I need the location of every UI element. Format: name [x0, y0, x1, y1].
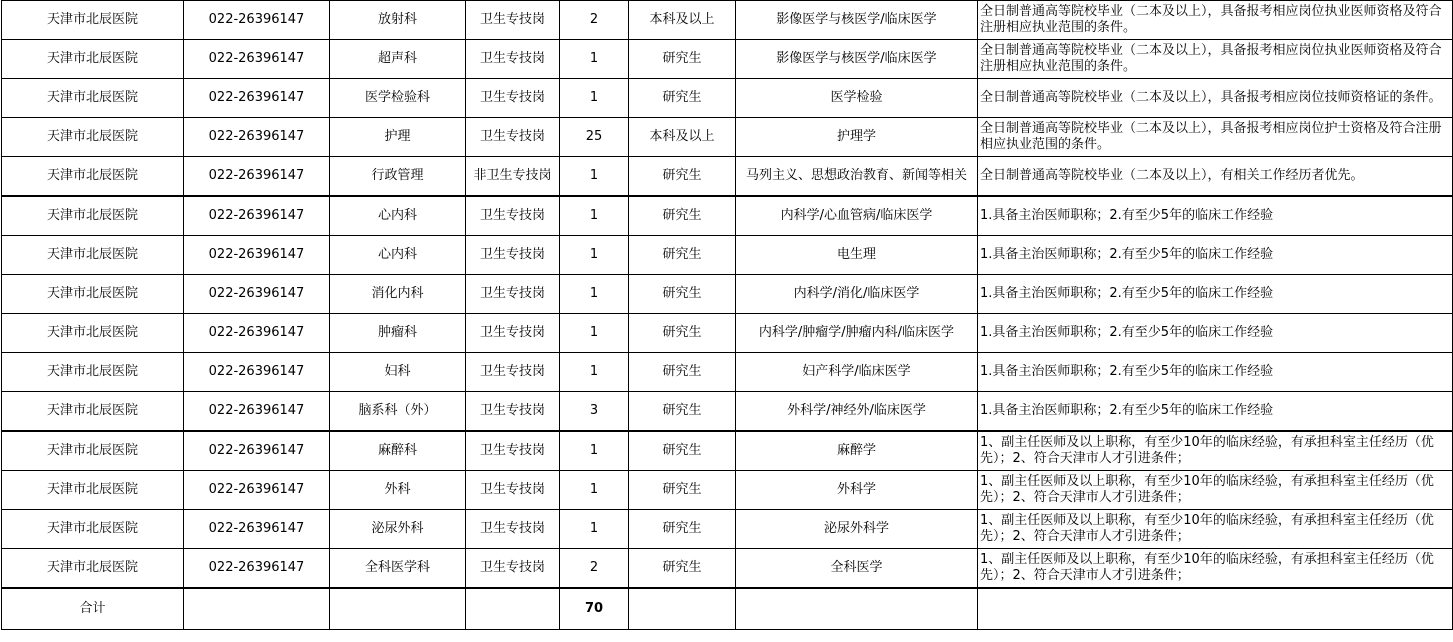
education-cell: 研究生	[629, 353, 736, 392]
education-cell: 研究生	[629, 314, 736, 353]
requirement-cell: 1、副主任医师及以上职称，有至少10年的临床经验，有承担科室主任经历（优先）；2、符合天津市人才引进条件；	[978, 431, 1453, 471]
post-type-cell: 卫生专技岗	[466, 392, 560, 432]
education-cell: 研究生	[629, 471, 736, 510]
empty-cell	[978, 588, 1453, 630]
table-row	[2, 196, 1453, 236]
education-cell: 研究生	[629, 431, 736, 471]
dept-cell: 外科	[330, 471, 466, 510]
post-type-cell: 卫生专技岗	[466, 118, 560, 157]
dept-cell: 心内科	[330, 236, 466, 275]
education-cell: 研究生	[629, 392, 736, 432]
post-type-cell: 卫生专技岗	[466, 275, 560, 314]
dept-cell: 脑系科（外）	[330, 392, 466, 432]
total-count: 70	[560, 588, 629, 630]
count-cell: 1	[560, 196, 629, 236]
table-row	[2, 392, 1453, 432]
count-cell: 1	[560, 40, 629, 79]
major-cell: 妇产科学/临床医学	[736, 353, 978, 392]
post-type-cell: 卫生专技岗	[466, 549, 560, 589]
education-cell: 本科及以上	[629, 1, 736, 40]
dept-cell: 超声科	[330, 40, 466, 79]
dept-cell: 麻醉科	[330, 431, 466, 471]
dept-cell: 护理	[330, 118, 466, 157]
education-cell: 研究生	[629, 510, 736, 549]
count-cell: 3	[560, 392, 629, 432]
unit-cell: 天津市北辰医院	[2, 353, 184, 392]
phone-cell: 022-26396147	[184, 118, 330, 157]
requirement-cell: 1、副主任医师及以上职称，有至少10年的临床经验，有承担科室主任经历（优先）；2、符合天津市人才引进条件；	[978, 510, 1453, 549]
phone-cell: 022-26396147	[184, 40, 330, 79]
unit-cell: 天津市北辰医院	[2, 236, 184, 275]
post-type-cell: 卫生专技岗	[466, 471, 560, 510]
unit-cell: 天津市北辰医院	[2, 157, 184, 197]
unit-cell: 天津市北辰医院	[2, 314, 184, 353]
requirement-cell: 全日制普通高等院校毕业（二本及以上），具备报考相应岗位执业医师资格及符合注册相应执业范围的条件。	[978, 1, 1453, 40]
phone-cell: 022-26396147	[184, 157, 330, 197]
requirement-cell: 全日制普通高等院校毕业（二本及以上），具备报考相应岗位技师资格证的条件。	[978, 79, 1453, 118]
unit-cell: 天津市北辰医院	[2, 471, 184, 510]
total-row	[2, 588, 1453, 630]
major-cell: 护理学	[736, 118, 978, 157]
table-row	[2, 275, 1453, 314]
empty-cell	[184, 588, 330, 630]
major-cell: 外科学/神经外/临床医学	[736, 392, 978, 432]
table-row	[2, 1, 1453, 40]
count-cell: 1	[560, 314, 629, 353]
post-type-cell: 卫生专技岗	[466, 353, 560, 392]
education-cell: 研究生	[629, 236, 736, 275]
unit-cell: 天津市北辰医院	[2, 118, 184, 157]
unit-cell: 天津市北辰医院	[2, 431, 184, 471]
dept-cell: 放射科	[330, 1, 466, 40]
phone-cell: 022-26396147	[184, 353, 330, 392]
dept-cell: 泌尿外科	[330, 510, 466, 549]
education-cell: 研究生	[629, 40, 736, 79]
education-cell: 研究生	[629, 275, 736, 314]
major-cell: 内科学/肿瘤学/肿瘤内科/临床医学	[736, 314, 978, 353]
table-row	[2, 79, 1453, 118]
phone-cell: 022-26396147	[184, 236, 330, 275]
empty-cell	[466, 588, 560, 630]
post-type-cell: 卫生专技岗	[466, 431, 560, 471]
post-type-cell: 卫生专技岗	[466, 314, 560, 353]
count-cell: 25	[560, 118, 629, 157]
unit-cell: 天津市北辰医院	[2, 549, 184, 589]
major-cell: 麻醉学	[736, 431, 978, 471]
count-cell: 1	[560, 510, 629, 549]
count-cell: 1	[560, 275, 629, 314]
phone-cell: 022-26396147	[184, 392, 330, 432]
major-cell: 泌尿外科学	[736, 510, 978, 549]
unit-cell: 天津市北辰医院	[2, 196, 184, 236]
requirement-cell: 1.具备主治医师职称；2.有至少5年的临床工作经验	[978, 196, 1453, 236]
requirement-cell: 1.具备主治医师职称；2.有至少5年的临床工作经验	[978, 236, 1453, 275]
major-cell: 影像医学与核医学/临床医学	[736, 1, 978, 40]
dept-cell: 消化内科	[330, 275, 466, 314]
dept-cell: 全科医学科	[330, 549, 466, 589]
dept-cell: 行政管理	[330, 157, 466, 197]
education-cell: 研究生	[629, 549, 736, 589]
education-cell: 研究生	[629, 196, 736, 236]
post-type-cell: 卫生专技岗	[466, 79, 560, 118]
major-cell: 内科学/消化/临床医学	[736, 275, 978, 314]
phone-cell: 022-26396147	[184, 79, 330, 118]
count-cell: 2	[560, 1, 629, 40]
major-cell: 马列主义、思想政治教育、新闻等相关	[736, 157, 978, 197]
major-cell: 外科学	[736, 471, 978, 510]
table-row	[2, 40, 1453, 79]
unit-cell: 天津市北辰医院	[2, 275, 184, 314]
job-table	[1, 0, 1453, 630]
empty-cell	[736, 588, 978, 630]
requirement-cell: 1.具备主治医师职称；2.有至少5年的临床工作经验	[978, 275, 1453, 314]
phone-cell: 022-26396147	[184, 275, 330, 314]
count-cell: 1	[560, 431, 629, 471]
unit-cell: 天津市北辰医院	[2, 1, 184, 40]
dept-cell: 肿瘤科	[330, 314, 466, 353]
unit-cell: 天津市北辰医院	[2, 510, 184, 549]
phone-cell: 022-26396147	[184, 510, 330, 549]
phone-cell: 022-26396147	[184, 471, 330, 510]
post-type-cell: 卫生专技岗	[466, 40, 560, 79]
phone-cell: 022-26396147	[184, 1, 330, 40]
education-cell: 本科及以上	[629, 118, 736, 157]
dept-cell: 妇科	[330, 353, 466, 392]
post-type-cell: 卫生专技岗	[466, 510, 560, 549]
major-cell: 全科医学	[736, 549, 978, 589]
post-type-cell: 卫生专技岗	[466, 236, 560, 275]
dept-cell: 医学检验科	[330, 79, 466, 118]
post-type-cell: 卫生专技岗	[466, 1, 560, 40]
education-cell: 研究生	[629, 157, 736, 197]
requirement-cell: 全日制普通高等院校毕业（二本及以上），具备报考相应岗位执业医师资格及符合注册相应执业范围的条件。	[978, 40, 1453, 79]
requirement-cell: 1、副主任医师及以上职称，有至少10年的临床经验，有承担科室主任经历（优先）；2、符合天津市人才引进条件；	[978, 549, 1453, 589]
major-cell: 影像医学与核医学/临床医学	[736, 40, 978, 79]
count-cell: 1	[560, 353, 629, 392]
count-cell: 1	[560, 236, 629, 275]
major-cell: 内科学/心血管病/临床医学	[736, 196, 978, 236]
count-cell: 1	[560, 157, 629, 197]
requirement-cell: 1、副主任医师及以上职称，有至少10年的临床经验，有承担科室主任经历（优先）；2、符合天津市人才引进条件；	[978, 471, 1453, 510]
dept-cell: 心内科	[330, 196, 466, 236]
post-type-cell: 非卫生专技岗	[466, 157, 560, 197]
table-row	[2, 471, 1453, 510]
unit-cell: 天津市北辰医院	[2, 40, 184, 79]
unit-cell: 天津市北辰医院	[2, 392, 184, 432]
empty-cell	[330, 588, 466, 630]
table-row	[2, 353, 1453, 392]
count-cell: 2	[560, 549, 629, 589]
education-cell: 研究生	[629, 79, 736, 118]
phone-cell: 022-26396147	[184, 196, 330, 236]
table-row	[2, 549, 1453, 589]
table-row	[2, 510, 1453, 549]
requirement-cell: 1.具备主治医师职称；2.有至少5年的临床工作经验	[978, 353, 1453, 392]
phone-cell: 022-26396147	[184, 549, 330, 589]
table-row	[2, 431, 1453, 471]
table-row	[2, 236, 1453, 275]
requirement-cell: 全日制普通高等院校毕业（二本及以上），具备报考相应岗位护士资格及符合注册相应执业范围的条件。	[978, 118, 1453, 157]
post-type-cell: 卫生专技岗	[466, 196, 560, 236]
total-label: 合计	[2, 588, 184, 630]
table-row	[2, 314, 1453, 353]
count-cell: 1	[560, 79, 629, 118]
count-cell: 1	[560, 471, 629, 510]
requirement-cell: 1.具备主治医师职称；2.有至少5年的临床工作经验	[978, 392, 1453, 432]
requirement-cell: 全日制普通高等院校毕业（二本及以上），有相关工作经历者优先。	[978, 157, 1453, 197]
table-row	[2, 157, 1453, 197]
phone-cell: 022-26396147	[184, 431, 330, 471]
phone-cell: 022-26396147	[184, 314, 330, 353]
empty-cell	[629, 588, 736, 630]
major-cell: 医学检验	[736, 79, 978, 118]
unit-cell: 天津市北辰医院	[2, 79, 184, 118]
major-cell: 电生理	[736, 236, 978, 275]
table-row	[2, 118, 1453, 157]
requirement-cell: 1.具备主治医师职称；2.有至少5年的临床工作经验	[978, 314, 1453, 353]
